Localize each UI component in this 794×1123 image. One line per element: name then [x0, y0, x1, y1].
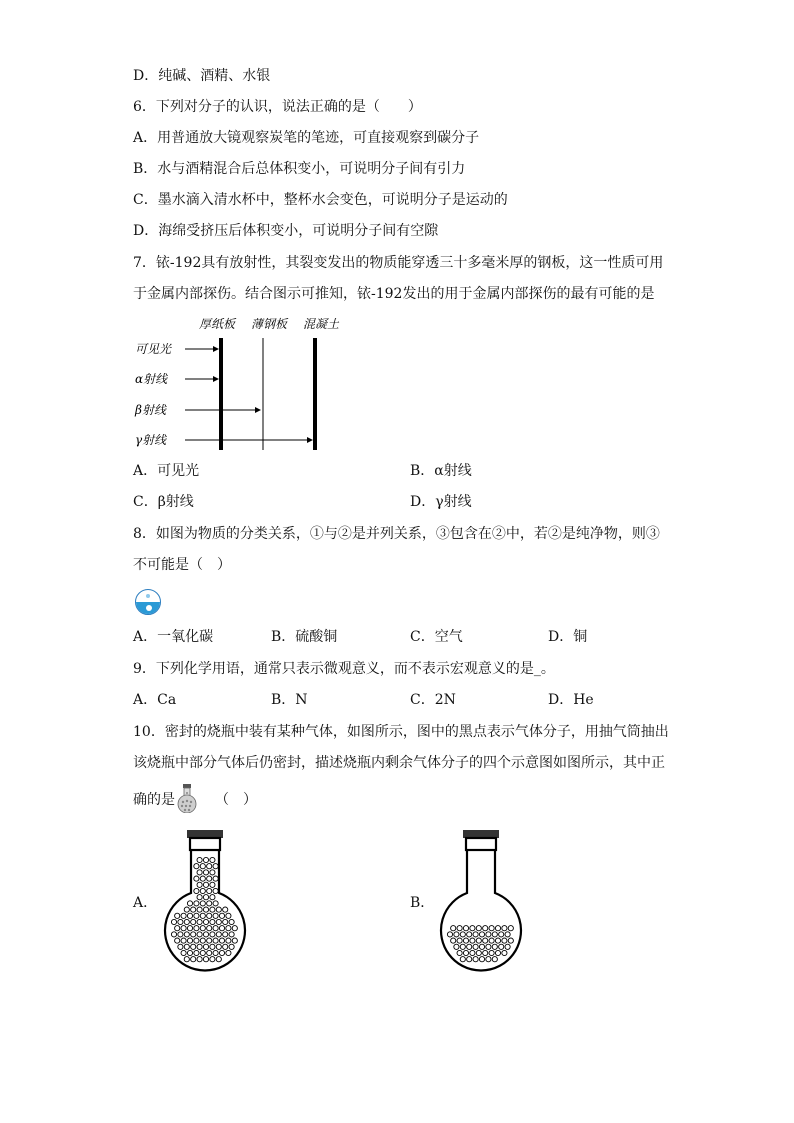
- gas-molecule: [200, 950, 205, 955]
- gas-molecule: [447, 932, 452, 937]
- ray-label-beta: β射线: [135, 403, 166, 417]
- gas-molecule: [178, 932, 183, 937]
- gas-molecule: [499, 944, 504, 949]
- q10-option-b-label: B．: [410, 895, 435, 911]
- gas-molecule: [191, 944, 196, 949]
- gas-molecule: [203, 944, 208, 949]
- gas-molecule: [191, 919, 196, 924]
- gas-molecule: [499, 932, 504, 937]
- gas-molecule: [467, 957, 472, 962]
- gas-molecule: [213, 888, 218, 893]
- q7-option-c: C．β射线: [133, 494, 194, 510]
- gas-molecule: [505, 932, 510, 937]
- gas-molecule: [197, 895, 202, 900]
- gas-molecule: [207, 864, 212, 869]
- gas-molecule: [219, 913, 224, 918]
- gas-molecule: [203, 932, 208, 937]
- gas-molecule: [479, 932, 484, 937]
- q10-stem-line1: 10．密封的烧瓶中装有某种气体，如图所示，图中的黑点表示气体分子，用抽气筒抽出: [133, 724, 669, 740]
- gas-molecule: [216, 907, 221, 912]
- gas-molecule: [486, 944, 491, 949]
- gas-molecule: [194, 913, 199, 918]
- gas-molecule: [454, 932, 459, 937]
- gas-molecule: [219, 950, 224, 955]
- alpha-ray-arrow: [185, 376, 219, 382]
- gas-molecule: [226, 926, 231, 931]
- gas-molecule: [200, 876, 205, 881]
- gas-molecule: [216, 919, 221, 924]
- gas-molecule: [470, 926, 475, 931]
- gas-molecule: [457, 938, 462, 943]
- gas-molecule: [207, 888, 212, 893]
- gas-molecule: [473, 932, 478, 937]
- gas-molecule: [223, 907, 228, 912]
- gas-molecule: [203, 907, 208, 912]
- gas-molecule: [197, 957, 202, 962]
- gas-molecule: [187, 913, 192, 918]
- gas-molecule: [203, 857, 208, 862]
- q7-option-d: D．γ射线: [410, 494, 472, 510]
- q7-option-b: B．α射线: [410, 463, 472, 479]
- gas-molecule: [213, 926, 218, 931]
- gas-molecule: [191, 907, 196, 912]
- gas-molecule: [184, 919, 189, 924]
- gas-molecule: [219, 926, 224, 931]
- gas-molecule: [460, 932, 465, 937]
- gas-molecule: [489, 950, 494, 955]
- gas-molecule: [210, 882, 215, 887]
- radiation-penetration-figure: [133, 312, 363, 457]
- gas-molecule: [210, 919, 215, 924]
- gas-molecule: [479, 957, 484, 962]
- gas-molecule: [187, 950, 192, 955]
- q8-option-c: C．空气: [410, 629, 463, 645]
- gas-molecule: [194, 901, 199, 906]
- gas-molecule: [502, 950, 507, 955]
- sealed-flask-thumbnail: [174, 783, 200, 813]
- gas-molecule: [194, 864, 199, 869]
- gas-molecule: [207, 950, 212, 955]
- gas-molecule: [454, 944, 459, 949]
- gas-molecule: [181, 950, 186, 955]
- gas-molecule: [184, 957, 189, 962]
- gas-molecule: [473, 944, 478, 949]
- gas-molecule: [191, 932, 196, 937]
- gas-molecule: [223, 919, 228, 924]
- gas-molecule: [476, 950, 481, 955]
- gas-molecule: [181, 938, 186, 943]
- gas-molecule: [489, 938, 494, 943]
- gas-molecule: [181, 926, 186, 931]
- q9-option-b: B．N: [271, 692, 308, 708]
- gas-molecule: [184, 932, 189, 937]
- q6-option-b: B．水与酒精混合后总体积变小，可说明分子间有引力: [133, 161, 466, 177]
- q9-option-a: A．Ca: [133, 692, 177, 708]
- gas-molecule: [489, 926, 494, 931]
- gas-molecule: [194, 938, 199, 943]
- gas-molecule: [181, 913, 186, 918]
- gas-molecule: [473, 957, 478, 962]
- q10-option-a-label: A．: [133, 895, 158, 911]
- gas-molecule: [463, 926, 468, 931]
- gas-molecule: [223, 932, 228, 937]
- gas-molecule: [200, 938, 205, 943]
- visible-light-arrow: [185, 346, 219, 352]
- q6-stem: 6．下列对分子的认识，说法正确的是（ ）: [133, 99, 422, 115]
- gas-molecule: [200, 901, 205, 906]
- q7-stem-line2: 于金属内部探伤。结合图示可推知，铱-192发出的用于金属内部探伤的最有可能的是: [133, 286, 655, 302]
- gamma-ray-arrow: [185, 437, 313, 443]
- gas-molecule: [197, 919, 202, 924]
- gas-molecule: [175, 938, 180, 943]
- gas-molecule: [194, 950, 199, 955]
- gas-molecule: [216, 932, 221, 937]
- gas-molecule: [200, 913, 205, 918]
- q8-stem-line1: 8．如图为物质的分类关系，①与②是并列关系，③包含在②中，若②是纯净物，则③: [133, 526, 660, 542]
- gas-molecule: [210, 895, 215, 900]
- q6-option-d: D．海绵受挤压后体积变小，可说明分子间有空隙: [133, 223, 439, 239]
- gas-molecule: [200, 888, 205, 893]
- gas-molecule: [200, 926, 205, 931]
- gas-molecule: [486, 932, 491, 937]
- gas-molecule: [483, 950, 488, 955]
- gas-molecule: [197, 882, 202, 887]
- gas-molecule: [213, 864, 218, 869]
- barrier-label-cardboard: 厚纸板: [199, 317, 236, 331]
- gas-molecule: [502, 938, 507, 943]
- gas-molecule: [210, 944, 215, 949]
- gas-molecule: [219, 938, 224, 943]
- gas-molecule: [178, 919, 183, 924]
- gas-molecule: [451, 926, 456, 931]
- gas-molecule: [463, 950, 468, 955]
- q10-stem-line2: 该烧瓶中部分气体后仍密封，描述烧瓶内剩余气体分子的四个示意图如图所示，其中正: [133, 755, 665, 771]
- gas-molecule: [460, 957, 465, 962]
- gas-molecule: [476, 938, 481, 943]
- gas-molecule: [210, 857, 215, 862]
- gas-molecule: [492, 932, 497, 937]
- gas-molecule: [492, 944, 497, 949]
- gas-molecule: [467, 944, 472, 949]
- gas-molecule: [207, 913, 212, 918]
- gas-molecule: [191, 957, 196, 962]
- q9-option-d: D．He: [548, 692, 594, 708]
- gas-molecule: [197, 870, 202, 875]
- gas-molecule: [171, 932, 176, 937]
- gas-molecule: [486, 957, 491, 962]
- gas-molecule: [451, 938, 456, 943]
- gas-molecule: [197, 857, 202, 862]
- gas-molecule: [187, 938, 192, 943]
- gas-molecule: [197, 944, 202, 949]
- gas-molecule: [229, 919, 234, 924]
- gas-molecule: [210, 907, 215, 912]
- gas-molecule: [457, 950, 462, 955]
- gas-molecule: [207, 876, 212, 881]
- gas-molecule: [203, 895, 208, 900]
- gas-molecule: [187, 926, 192, 931]
- gas-molecule: [223, 944, 228, 949]
- gas-molecule: [207, 926, 212, 931]
- classification-diagram-thumbnail: [134, 589, 162, 615]
- gas-molecule: [470, 938, 475, 943]
- flask-a-diagram: [160, 828, 250, 978]
- gas-molecule: [226, 938, 231, 943]
- gas-molecule: [457, 926, 462, 931]
- q8-option-b: B．硫酸铜: [271, 629, 338, 645]
- gas-molecule: [216, 957, 221, 962]
- gas-molecule: [467, 932, 472, 937]
- q6-option-a: A．用普通放大镜观察炭笔的笔迹，可直接观察到碳分子: [133, 130, 480, 146]
- gas-molecule: [187, 901, 192, 906]
- q8-stem-line2: 不可能是（ ）: [133, 557, 231, 573]
- q10-stem-line3a: 确的是: [133, 792, 175, 808]
- gas-molecule: [229, 944, 234, 949]
- gas-molecule: [505, 944, 510, 949]
- gas-molecule: [197, 932, 202, 937]
- gas-molecule: [483, 926, 488, 931]
- gas-molecule: [194, 888, 199, 893]
- q9-stem: 9．下列化学用语，通常只表示微观意义，而不表示宏观意义的是_。: [133, 661, 555, 677]
- gas-molecule: [226, 913, 231, 918]
- gas-molecule: [203, 919, 208, 924]
- q10-stem-line3b: （ ）: [215, 792, 257, 808]
- gas-molecule: [495, 950, 500, 955]
- gas-molecule: [203, 957, 208, 962]
- ray-label-gamma: γ射线: [135, 433, 167, 447]
- gas-molecule: [197, 907, 202, 912]
- gas-molecule: [203, 870, 208, 875]
- gas-molecule: [184, 944, 189, 949]
- gas-molecule: [171, 919, 176, 924]
- gas-molecule: [502, 926, 507, 931]
- gas-molecule: [460, 944, 465, 949]
- gas-molecule: [210, 932, 215, 937]
- q6-option-c: C．墨水滴入清水杯中，整杯水会变色，可说明分子是运动的: [133, 192, 508, 208]
- flask-b-diagram: [436, 828, 526, 978]
- gas-molecule: [207, 901, 212, 906]
- gas-molecule: [213, 913, 218, 918]
- barrier-label-concrete: 混凝土: [303, 317, 340, 331]
- q7-stem-line1: 7．铱-192具有放射性，其裂变发出的物质能穿透三十多毫米厚的钢板，这一性质可用: [133, 255, 664, 271]
- gas-molecule: [479, 944, 484, 949]
- gas-molecule: [178, 944, 183, 949]
- ray-label-visible-light: 可见光: [135, 342, 172, 356]
- gas-molecule: [194, 876, 199, 881]
- gas-molecule: [470, 950, 475, 955]
- gas-molecule: [216, 944, 221, 949]
- gas-molecule: [492, 957, 497, 962]
- gas-molecule: [207, 938, 212, 943]
- gas-molecule: [213, 901, 218, 906]
- q9-option-c: C．2N: [410, 692, 456, 708]
- q5-option-d: D．纯碱、酒精、水银: [133, 68, 271, 84]
- gas-molecule: [184, 907, 189, 912]
- gas-molecule: [476, 926, 481, 931]
- q8-option-a: A．一氧化碳: [133, 629, 214, 645]
- gas-molecule: [508, 926, 513, 931]
- gas-molecule: [226, 950, 231, 955]
- gas-molecule: [200, 864, 205, 869]
- barrier-label-steel: 薄钢板: [251, 317, 288, 331]
- gas-molecule: [495, 926, 500, 931]
- gas-molecule: [210, 870, 215, 875]
- gas-molecule: [463, 938, 468, 943]
- gas-molecule: [213, 950, 218, 955]
- gas-molecule: [210, 957, 215, 962]
- gas-molecule: [495, 938, 500, 943]
- q7-option-a: A．可见光: [133, 463, 200, 479]
- gas-molecule: [232, 926, 237, 931]
- gas-molecule: [175, 926, 180, 931]
- gas-molecule: [213, 938, 218, 943]
- ray-label-alpha: α射线: [135, 372, 168, 386]
- gas-molecule: [232, 938, 237, 943]
- gas-molecule: [175, 913, 180, 918]
- gas-molecule: [483, 938, 488, 943]
- gas-molecule: [508, 938, 513, 943]
- gas-molecule: [229, 932, 234, 937]
- gas-molecule: [194, 926, 199, 931]
- gas-molecule: [213, 876, 218, 881]
- q8-option-d: D．铜: [548, 629, 588, 645]
- gas-molecule: [203, 882, 208, 887]
